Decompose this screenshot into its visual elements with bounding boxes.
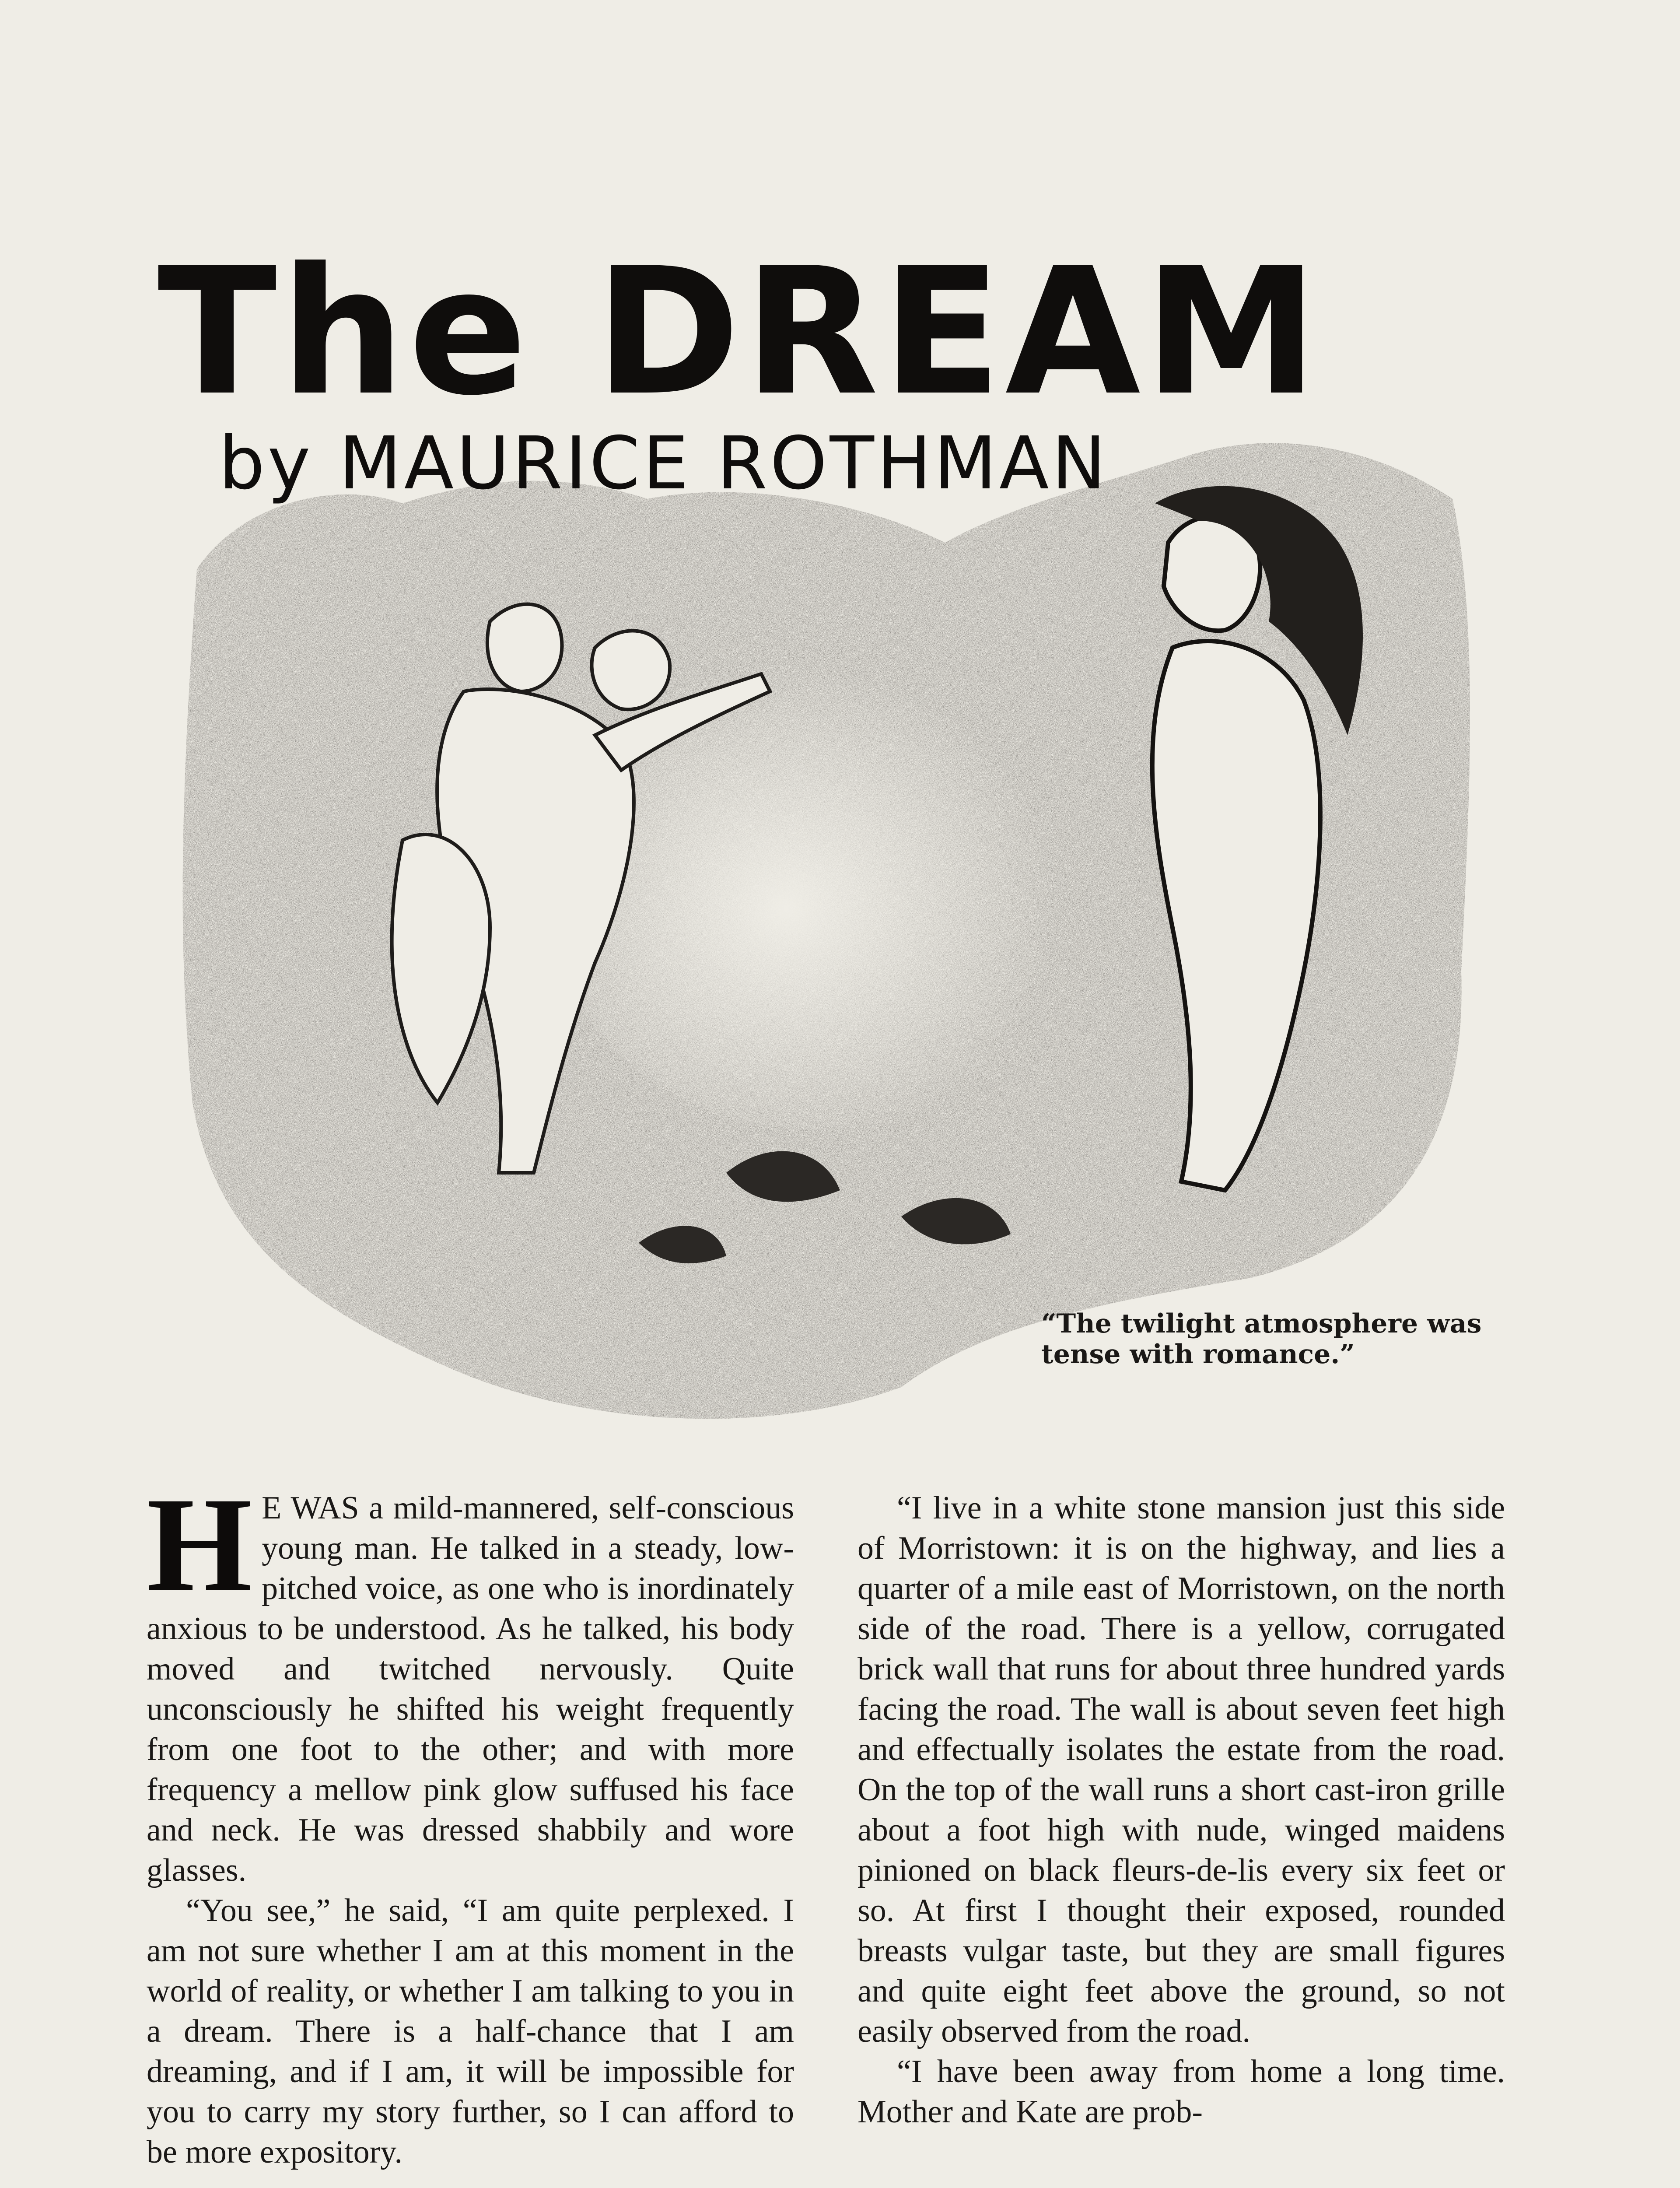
story-title: The DREAM xyxy=(158,231,1322,434)
paragraph: H E WAS a mild-mannered, self-conscious young man. He talked in a steady, low-pitched voice, as one who is inordinately anxious to be understood. As he talked, his body moved and twitched nervously. Quite unconsciously he shifted his weight frequently from one foot to the other; and with more frequency a mellow pink glow suffused his face and neck. He was dressed shabbily and wore glasses. xyxy=(147,1488,794,1888)
paragraph: “I have been away from home a long time. Mother and Kate are prob- xyxy=(858,2054,1505,2130)
illustration-caption: “The twilight atmosphere was tense with romance.” xyxy=(1041,1308,1482,1370)
paragraph: “I live in a white stone mansion just this side of Morristown: it is on the highway, and lies a quarter of a mile east of Morristown, on the north side of the road. There is a yellow, corrugated brick wall that runs for about three hundred yards facing the road. The wall is about seven feet high and effectually isolates the estate from the road. On the top of the wall runs a short cast-iron grille about a foot high with nude, winged maidens pinioned on black fleurs-de-lis every six feet or so. At first I thought their exposed, rounded breasts vulgar taste, but they are small figures and quite eight feet above the ground, so not easily observed from the road. xyxy=(858,1490,1505,2049)
text-column-left xyxy=(147,1488,794,2188)
drop-cap: H xyxy=(147,1488,252,1620)
text-column-right xyxy=(858,1488,1505,2188)
author-byline: by MAURICE ROTHMAN xyxy=(219,421,1109,506)
paragraph: “You see,” he said, “I am quite perplexed. I am not sure whether I am at this moment in the world of reality, or whether I am talking to you in a dream. There is a half-chance that I am dreaming, and if I am, it will be impossible for you to carry my story further, so I can afford to be more expository. xyxy=(147,1893,794,2170)
